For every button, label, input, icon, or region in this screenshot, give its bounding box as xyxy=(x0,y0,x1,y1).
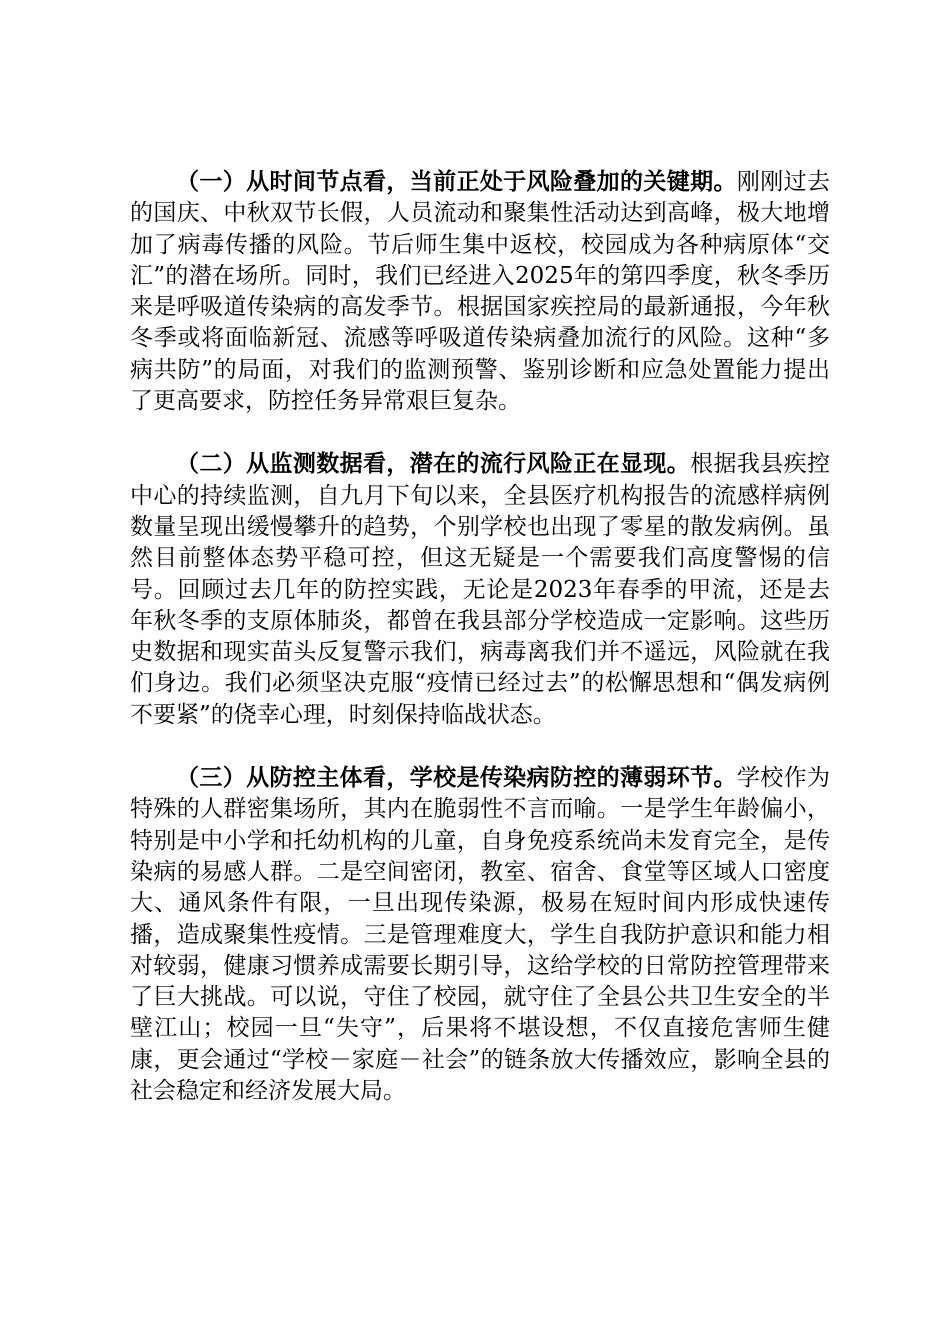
paragraph-1-heading: （一）从时间节点看，当前正处于风险叠加的关键期。 xyxy=(176,168,737,195)
paragraph-2-body: 根据我县疾控中心的持续监测，自九月下旬以来，全县医疗机构报告的流感样病例数量呈现出缓慢攀升的趋势，个别学校也出现了零星的散发病例。虽然目前整体态势平稳可控，但这无疑是一个需要我们高度警惕的信号。回顾过去几年的防控实践，无论是2023年春季的甲流，还是去年秋冬季的支原体肺炎，都曾在我县部分学校造成一定影响。这些历史数据和现实苗头反复警示我们，病毒离我们并不遥远，风险就在我们身边。我们必须坚决克服“疫情已经过去”的松懈思想和“偶发病例不要紧”的侥幸心理，时刻保持临战状态。 xyxy=(130,451,831,728)
paragraph-3-body: 学校作为特殊的人群密集场所，其内在脆弱性不言而喻。一是学生年龄偏小，特别是中小学和托幼机构的儿童，自身免疫系统尚未发育完全，是传染病的易感人群。二是空间密闭，教室、宿舍、食堂等区域人口密度大、通风条件有限，一旦出现传染源，极易在短时间内形成快速传播，造成聚集性疫情。三是管理难度大，学生自我防护意识和能力相对较弱，健康习惯养成需要长期引导，这给学校的日常防控管理带来了巨大挑战。可以说，守住了校园，就守住了全县公共卫生安全的半壁江山；校园一旦“失守”，后果将不堪设想，不仅直接危害师生健康，更会通过“学校－家庭－社会”的链条放大传播效应，影响全县的社会稳定和经济发展大局。 xyxy=(130,765,831,1105)
paragraph-2-heading: （二）从监测数据看，潜在的流行风险正在显现。 xyxy=(176,450,691,478)
paragraph-2 xyxy=(130,448,830,731)
paragraph-3-heading: （三）从防控主体看，学校是传染病防控的薄弱环节。 xyxy=(176,764,737,792)
paragraph-3 xyxy=(130,762,830,1107)
paragraph-1-body: 刚刚过去的国庆、中秋双节长假，人员流动和聚集性活动达到高峰，极大地增加了病毒传播的风险。节后师生集中返校，校园成为各种病原体“交汇”的潜在场所。同时，我们已经进入2025年的第四季度，秋冬季历来是呼吸道传染病的高发季节。根据国家疾控局的最新通报，今年秋冬季或将面临新冠、流感等呼吸道传染病叠加流行的风险。这种“多病共防”的局面，对我们的监测预警、鉴别诊断和应急处置能力提出了更高要求，防控任务异常艰巨复杂。 xyxy=(130,169,831,415)
paragraph-1 xyxy=(130,166,830,417)
document-page xyxy=(130,166,830,1138)
